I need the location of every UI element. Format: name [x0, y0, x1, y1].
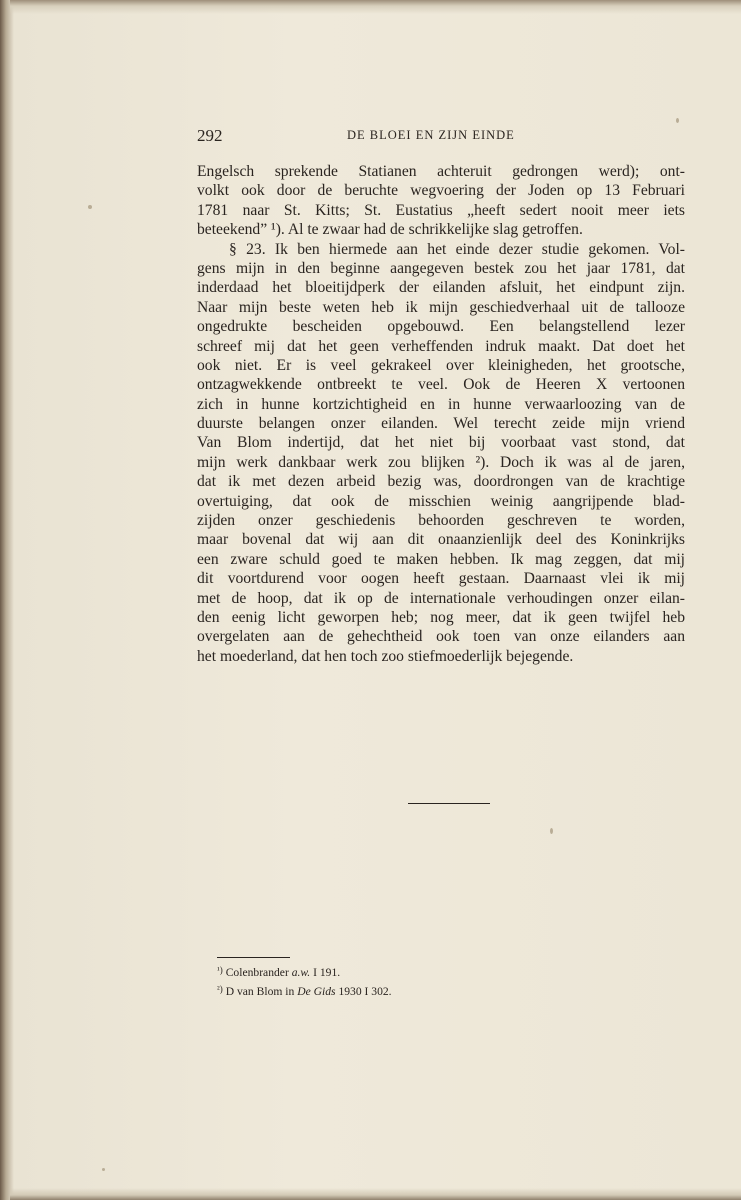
text-line: dit voortdurend voor oogen heeft gestaan. Daarnaast vlei ik mij [197, 570, 685, 588]
page-number: 292 [197, 126, 223, 145]
text-line: duurste belangen onzer eilanden. Wel terecht zeide mijn vriend [197, 415, 685, 433]
body-text [197, 162, 685, 666]
footnote-marker: ²) [217, 984, 223, 994]
paper-speck [676, 118, 679, 123]
text-line: Naar mijn beste weten heb ik mijn geschiedverhaal uit de tallooze [197, 298, 685, 316]
text-line: Engelsch sprekende Statianen achteruit gedrongen werd); ont- [197, 163, 685, 180]
footnote-rest: 1930 I 302. [335, 985, 392, 998]
page-bottom-edge [10, 1188, 741, 1200]
footnote-2 [217, 981, 677, 1000]
text-line: maar bovenal dat wij aan dit onaanzienlijk deel des Koninkrijks [197, 531, 685, 549]
text-line: 1781 naar St. Kitts; St. Eustatius „heeft sedert nooit meer iets [197, 201, 685, 219]
text-line: den eenig licht geworpen heb; nog meer, dat ik geen twijfel heb [197, 608, 685, 626]
text-line: inderdaad het bloeitijdperk der eilanden afsluit, het eindpunt zijn. [197, 279, 685, 297]
paper-speck [550, 828, 553, 834]
footnote-ref: De Gids [297, 985, 336, 998]
footnote-marker: ¹) [217, 965, 223, 975]
footnotes [217, 962, 677, 1000]
paper-speck [88, 205, 92, 209]
text-line: ontzagwekkende ontbreekt te veel. Ook de Heeren X vertoonen [197, 376, 685, 394]
text-line: beteekend” ¹). Al te zwaar had de schrikkelijke slag getroffen. [197, 221, 583, 239]
text-line: ongedrukte bescheiden opgebouwd. Een belangstellend lezer [197, 318, 685, 336]
footnote-rule [217, 957, 290, 958]
footnote-author: D van Blom in [225, 985, 295, 998]
paper-speck [102, 1168, 105, 1171]
text-line: zich in hunne kortzichtigheid en in hunne verwaarloozing van de [197, 395, 685, 413]
text-line: overgelaten aan de gehechtheid ook toen van onze eilanders aan [197, 628, 685, 646]
text-line: § 23. Ik ben hiermede aan het einde dezer studie gekomen. Vol- [229, 240, 685, 258]
text-line: het moederland, dat hen toch zoo stiefmoederlijk bejegende. [197, 647, 574, 665]
text-line: volkt ook door de beruchte wegvoering der Joden op 13 Februari [197, 182, 685, 200]
text-line: overtuiging, dat ook de misschien weinig aangrijpende blad- [197, 492, 685, 510]
page-header [197, 126, 687, 146]
text-line: met de hoop, dat ik op de internationale verhoudingen onzer eilan- [197, 589, 685, 607]
footnote-rest: I 191. [310, 966, 341, 979]
text-line: schreef mij dat het geen verheffenden indruk maakt. Dat doet het [197, 337, 685, 355]
footnote-ref: a.w. [291, 966, 311, 979]
text-line: mijn werk dankbaar werk zou blijken ²). Doch ik was al de jaren, [197, 453, 685, 471]
section-end-rule [408, 803, 490, 804]
footnote-author: Colenbrander [225, 966, 289, 979]
text-line: een zware schuld goed te maken hebben. Ik mag zeggen, dat mij [197, 550, 685, 568]
text-line: gens mijn in den beginne aangegeven bestek zou het jaar 1781, dat [197, 259, 685, 277]
footnote-1 [217, 962, 677, 981]
running-head: DE BLOEI EN ZIJN EINDE [347, 128, 515, 142]
text-line: ook niet. Er is veel gekrakeel over kleinigheden, het grootsche, [197, 356, 685, 374]
text-line: dat ik met dezen arbeid bezig was, doordrongen van de krachtige [197, 473, 685, 491]
text-line: Van Blom indertijd, dat het niet bij voorbaat vast stond, dat [197, 434, 685, 452]
text-line: zijden onzer geschiedenis behoorden geschreven te worden, [197, 512, 685, 530]
